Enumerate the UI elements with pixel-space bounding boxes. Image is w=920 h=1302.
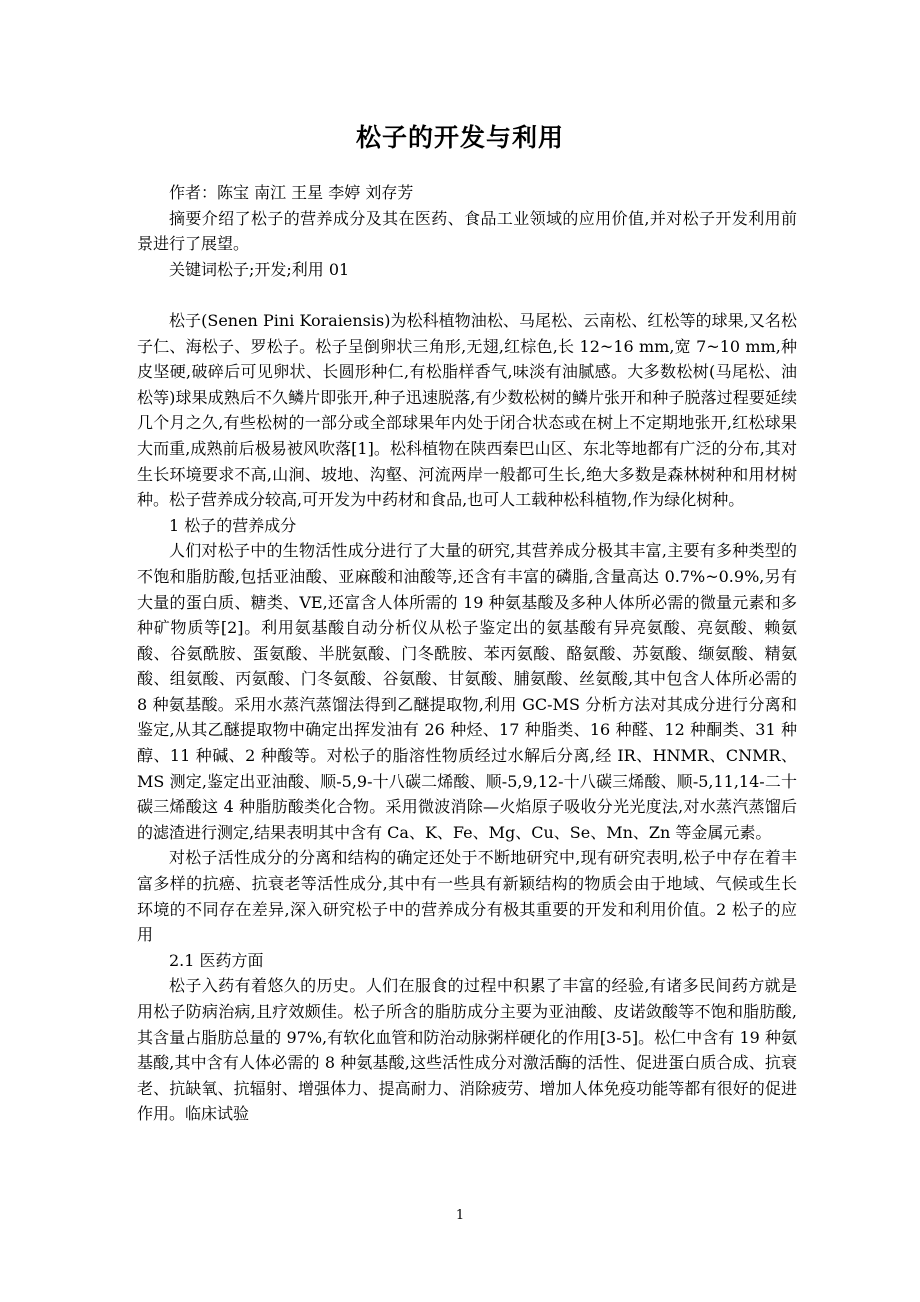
document-title: 松子的开发与利用 bbox=[355, 123, 564, 152]
nutrition-paragraph: 人们对松子中的生物活性成分进行了大量的研究,其营养成分极其丰富,主要有多种类型的不饱和脂肪酸,包括亚油酸、亚麻酸和油酸等,还含有丰富的磷脂,含量高达 0.7%~0.9%,另有大量的蛋白质、糖类、VE,还富含人体所需的 19 种氨基酸及多种人体所必需的微量元素和多种矿物质等[2]。利用氨基酸自动分析仪从松子鉴定出的氨基酸有异亮氨酸、亮氨酸、赖氨酸、谷氨酰胺、蛋氨酸、半胱氨酸、门冬酰胺、苯丙氨酸、酪氨酸、苏氨酸、缬氨酸、精氨酸、组氨酸、丙氨酸、门冬氨酸、谷氨酸、甘氨酸、脯氨酸、丝氨酸,其中包含人体所必需的 8 种氨基酸。采用水蒸汽蒸馏法得到乙醚提取物,利用 GC-MS 分析方法对其成分进行分离和鉴定,从其乙醚提取物中确定出挥发油有 26 种烃、17 种脂类、16 种醛、12 种酮类、31 种醇、11 种碱、2 种酸等。对松子的脂溶性物质经过水解后分离,经 IR、HNMR、CNMR、MS 测定,鉴定出亚油酸、顺-5,9-十八碳二烯酸、顺-5,9,12-十八碳三烯酸、顺-5,11,14-二十碳三烯酸这 4 种脂肪酸类化合物。采用微波消除—火焰原子吸收分光光度法,对水蒸汽蒸馏后的滤渣进行测定,结果表明其中含有 Ca、K、Fe、Mg、Cu、Se、Mn、Zn 等金属元素。 bbox=[137, 541, 797, 842]
page-number: 1 bbox=[455, 1208, 465, 1223]
medicine-paragraph: 松子入药有着悠久的历史。人们在服食的过程中积累了丰富的经验,有诸多民间药方就是用松子防病治病,且疗效颇佳。松子所含的脂肪成分主要为亚油酸、皮诺敛酸等不饱和脂肪酸,其含量占脂肪总量的 97%,有软化血管和防治动脉粥样硬化的作用[3-5]。松仁中含有 19 种氨基酸,其中含有人体必需的 8 种氨基酸,这些活性成分对激活酶的活性、促进蛋白质合成、抗衰老、抗缺氧、抗辐射、增强体力、提高耐力、消除疲劳、增加人体免疫功能等都有很好的促进作用。临床试验 bbox=[137, 976, 797, 1124]
document-body bbox=[137, 180, 797, 1127]
research-paragraph: 对松子活性成分的分离和结构的确定还处于不断地研究中,现有研究表明,松子中存在着丰富多样的抗癌、抗衰老等活性成分,其中有一些具有新颖结构的物质会由于地域、气候或生长环境的不同存在差异,深入研究松子中的营养成分有极其重要的开发和利用价值。2 松子的应用 bbox=[137, 848, 797, 945]
blank-line bbox=[137, 282, 797, 308]
section-heading-medicine: 2.1 医药方面 bbox=[169, 950, 264, 970]
section-heading-nutrition: 1 松子的营养成分 bbox=[169, 515, 297, 535]
keywords-line: 关键词松子;开发;利用 01 bbox=[169, 259, 350, 279]
abstract-paragraph: 摘要介绍了松子的营养成分及其在医药、食品工业领域的应用价值,并对松子开发利用前景进行了展望。 bbox=[137, 208, 797, 254]
authors-line: 作者：陈宝 南江 王星 李婷 刘存芳 bbox=[169, 183, 414, 202]
intro-paragraph: 松子(Senen Pini Koraiensis)为松科植物油松、马尾松、云南松、红松等的球果,又名松子仁、海松子、罗松子。松子呈倒卵状三角形,无翅,红棕色,长 12~16 mm,宽 7~10 mm,种皮坚硬,破碎后可见卵状、长圆形种仁,有松脂样香气,味淡有油腻感。大多数松树(马尾松、油松等)球果成熟后不久鳞片即张开,种子迅速脱落,有少数松树的鳞片张开和种子脱落过程要延续几个月之久,有些松树的一部分或全部球果年内处于闭合状态或在树上不定期地张开,红松球果大而重,成熟前后极易被风吹落[1]。松科植物在陕西秦巴山区、东北等地都有广泛的分布,其对生长环境要求不高,山涧、坡地、沟壑、河流两岸一般都可生长,绝大多数是森林树种和用材树种。松子营养成分较高,可开发为中药材和食品,也可人工载种松科植物,作为绿化树种。 bbox=[137, 310, 797, 510]
